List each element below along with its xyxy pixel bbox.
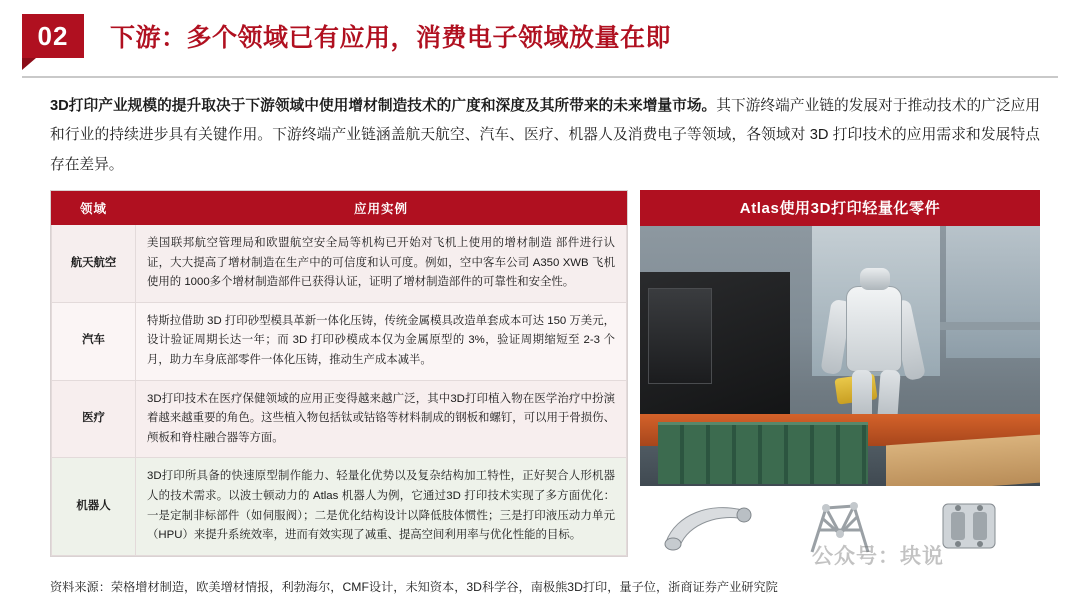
source-note: 资料来源：荣格增材制造，欧美增材情报，利勃海尔，CMF设计，未知资本，3D科学谷，南极熊3D打印，量子位，浙商证券产业研究院 bbox=[50, 580, 778, 594]
atlas-robot-photo bbox=[640, 226, 1040, 504]
row-detail-automotive: 特斯拉借助 3D 打印砂型模具革新一体化压铸，传统金属模具改造单套成本可达 150 万美元，设计验证周期长达一年；而 3D 打印砂模成本仅为金属原型的 3%，验证周期缩短至 2-3 个月，助力车身底部零件一体化压铸，推动生产成本减半。 bbox=[136, 302, 627, 380]
row-detail-aerospace: 美国联邦航空管理局和欧盟航空安全局等机构已开始对飞机上使用的增材制造 部件进行认证，大大提高了增材制造在生产中的可信度和认可度。例如，空中客车公司 A350 XWB 飞机使用的 1000多个增材制造部件已获得认证，证明了增材制造部件的可靠性和安全性。 bbox=[136, 225, 627, 303]
printed-part-lattice-icon bbox=[775, 489, 904, 563]
page-title: 下游：多个领域已有应用，消费电子领域放量在即 bbox=[110, 24, 672, 52]
printed-part-manifold-icon bbox=[905, 489, 1034, 563]
table-row bbox=[52, 380, 627, 458]
header-divider bbox=[22, 76, 1058, 78]
table-row bbox=[52, 302, 627, 380]
intro-bold-lead: 3D打印产业规模的提升取决于下游领域中使用增材制造技术的广度和深度及其所带来的未来增量市场。 bbox=[50, 98, 717, 114]
table-header-example: 应用实例 bbox=[136, 192, 627, 225]
printed-part-curved-icon bbox=[646, 489, 775, 563]
application-table bbox=[50, 190, 628, 557]
row-domain-medical: 医疗 bbox=[52, 380, 136, 458]
table-row bbox=[52, 458, 627, 555]
row-domain-robotics: 机器人 bbox=[52, 458, 136, 555]
table-row bbox=[52, 225, 627, 303]
row-domain-aerospace: 航天航空 bbox=[52, 225, 136, 303]
table-header-row bbox=[52, 192, 627, 225]
watermark-text: 公众号：块说 bbox=[812, 545, 944, 568]
intro-rest: 其下游终端产业链的发展对于推动技术的广泛应用和行业的持续进步具有关键作用。下游终端产业链涵盖航天航空、汽车、医疗、机器人及消费电子等领域，各领域对 3D 打印技术的应用需求和发展特点存在差异。 bbox=[50, 98, 1040, 173]
row-domain-automotive: 汽车 bbox=[52, 302, 136, 380]
slide-header bbox=[0, 14, 1080, 58]
row-detail-robotics: 3D打印所具备的快速原型制作能力、轻量化优势以及复杂结构加工特性，正好契合人形机器人的技术需求。以波士顿动力的 Atlas 机器人为例，它通过3D 打印技术实现了多方面优化：一是定制非标部件（如伺服阀）；二是优化结构设计以降低肢体惯性；三是打印液压动力单元（HPU）来提升系统效率，进而有效实现了减重、提高空间利用率与优化性能的目标。 bbox=[136, 458, 627, 555]
right-panel bbox=[640, 190, 1040, 504]
section-number-badge: 02 bbox=[22, 14, 84, 58]
table-header-domain: 领域 bbox=[52, 192, 136, 225]
row-detail-medical: 3D打印技术在医疗保健领域的应用正变得越来越广泛，其中3D打印植入物在医学治疗中扮演着越来越重要的角色。这些植入物包括钛或钴铬等材料制成的钢板和螺钉，可以用于骨损伤、颅板和脊柱融合器等方面。 bbox=[136, 380, 627, 458]
intro-paragraph bbox=[50, 92, 1040, 180]
printed-parts-strip bbox=[640, 486, 1040, 566]
panel-title: Atlas使用3D打印轻量化零件 bbox=[640, 190, 1040, 226]
